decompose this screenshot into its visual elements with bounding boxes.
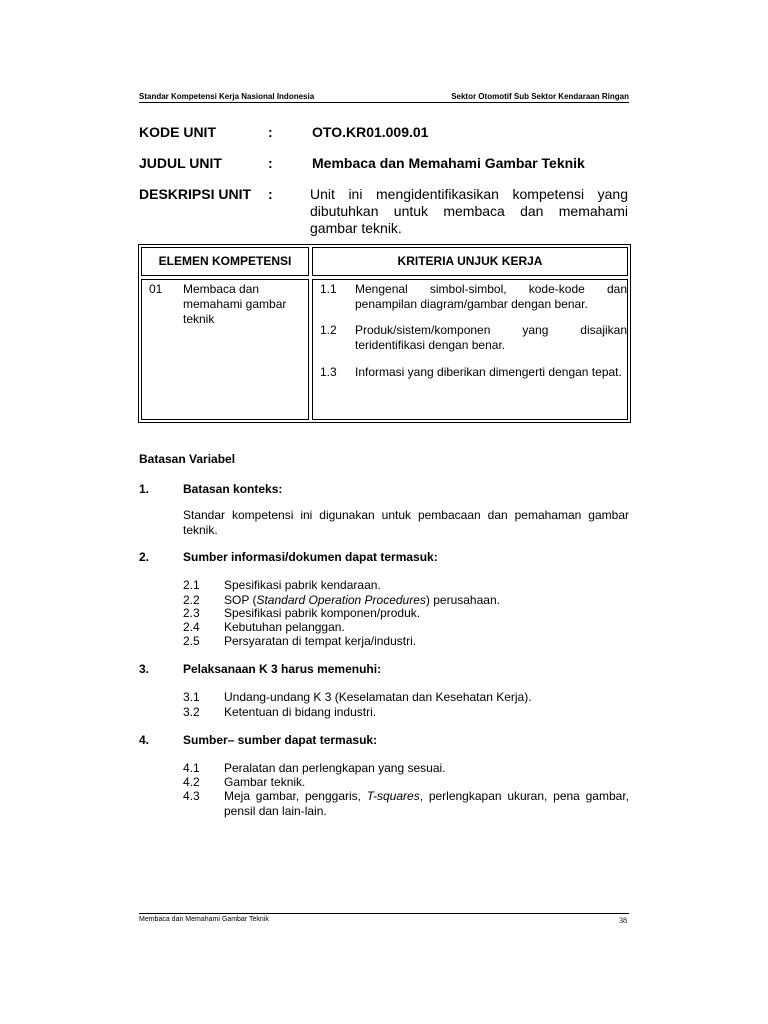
list-item-number: 2.4 xyxy=(183,620,200,634)
list-item-text-pre: SOP ( xyxy=(224,593,257,607)
list-item-text xyxy=(224,789,629,819)
table-header-kriteria: KRITERIA UNJUK KERJA xyxy=(312,247,628,276)
header-divider xyxy=(139,102,629,103)
section-number: 1. xyxy=(139,482,150,496)
list-item-text: Gambar teknik. xyxy=(224,775,306,789)
table-cell-kriteria xyxy=(312,279,628,420)
list-item-number: 4.2 xyxy=(183,775,200,789)
kode-unit-colon: : xyxy=(268,124,273,140)
footer-title: Membaca dan Memahami Gambar Teknik xyxy=(139,916,269,923)
criteria-text: Mengenal simbol-simbol, kode-kode dan penampilan diagram/gambar dengan benar. xyxy=(355,282,627,311)
list-item-text: Peralatan dan perlengkapan yang sesuai. xyxy=(224,761,446,775)
criteria-text: Informasi yang diberikan dimengerti dengan tepat. xyxy=(355,365,622,379)
running-header-right: Sektor Otomotif Sub Sektor Kendaraan Ringan xyxy=(451,92,629,101)
list-item-number: 2.5 xyxy=(183,634,200,648)
list-item-text-italic: Standard Operation Procedures xyxy=(256,593,426,607)
kode-unit-label: KODE UNIT xyxy=(139,124,216,140)
list-item-text: Undang-undang K 3 (Keselamatan dan Kesehatan Kerja). xyxy=(224,690,532,704)
section-title: Sumber– sumber dapat termasuk: xyxy=(183,733,378,747)
list-item-text-italic: T-squares xyxy=(366,789,420,803)
element-text: Membaca dan memahami gambar teknik xyxy=(183,282,287,326)
list-item-text: Kebutuhan pelanggan. xyxy=(224,620,345,634)
competency-table xyxy=(138,244,631,423)
element-number: 01 xyxy=(149,282,163,296)
batasan-variabel-title: Batasan Variabel xyxy=(139,452,236,466)
section-title: Sumber informasi/dokumen dapat termasuk: xyxy=(183,550,438,564)
kode-unit-value: OTO.KR01.009.01 xyxy=(312,124,429,140)
section-title: Pelaksanaan K 3 harus memenuhi: xyxy=(183,662,382,676)
list-item-number: 3.2 xyxy=(183,705,200,719)
judul-unit-label: JUDUL UNIT xyxy=(139,155,222,171)
section-paragraph: Standar kompetensi ini digunakan untuk pembacaan dan pemahaman gambar teknik. xyxy=(183,508,629,537)
criteria-text: Produk/sistem/komponen yang disajikan teridentifikasi dengan benar. xyxy=(355,323,627,352)
criteria-number: 1.2 xyxy=(320,323,337,337)
list-item-number: 2.3 xyxy=(183,606,200,620)
deskripsi-unit-value: Unit ini mengidentifikasikan kompetensi yang dibutuhkan untuk membaca dan memahami gambar teknik. xyxy=(310,186,628,236)
list-item-number: 4.1 xyxy=(183,761,200,775)
running-header-left: Standar Kompetensi Kerja Nasional Indonesia xyxy=(139,92,315,101)
section-title: Batasan konteks: xyxy=(183,482,283,496)
list-item-text-post: , perlengkapan ukuran, pena gambar, pensil dan lain-lain. xyxy=(224,789,629,818)
list-item-number: 2.2 xyxy=(183,593,200,607)
deskripsi-unit-colon: : xyxy=(268,186,273,202)
judul-unit-colon: : xyxy=(268,155,273,171)
list-item-number: 3.1 xyxy=(183,690,200,704)
list-item-number: 4.3 xyxy=(183,789,200,803)
criteria-number: 1.3 xyxy=(320,365,337,379)
page-number: 38 xyxy=(619,916,627,925)
section-number: 2. xyxy=(139,550,150,564)
deskripsi-unit-label: DESKRIPSI UNIT xyxy=(139,186,252,202)
table-cell-elemen xyxy=(141,279,309,420)
list-item-text: Ketentuan di bidang industri. xyxy=(224,705,377,719)
footer-divider xyxy=(139,913,629,914)
section-number: 4. xyxy=(139,733,150,747)
criteria-number: 1.1 xyxy=(320,282,337,296)
list-item-number: 2.1 xyxy=(183,578,200,592)
list-item-text: Spesifikasi pabrik kendaraan. xyxy=(224,578,381,592)
list-item-text: Persyaratan di tempat kerja/industri. xyxy=(224,634,417,648)
section-number: 3. xyxy=(139,662,150,676)
list-item-text: Spesifikasi pabrik komponen/produk. xyxy=(224,606,421,620)
list-item-text-post: ) perusahaan. xyxy=(425,593,500,607)
table-header-elemen: ELEMEN KOMPETENSI xyxy=(141,247,309,276)
list-item-text-pre: Meja gambar, penggaris, xyxy=(224,789,367,803)
judul-unit-value: Membaca dan Memahami Gambar Teknik xyxy=(312,155,585,171)
